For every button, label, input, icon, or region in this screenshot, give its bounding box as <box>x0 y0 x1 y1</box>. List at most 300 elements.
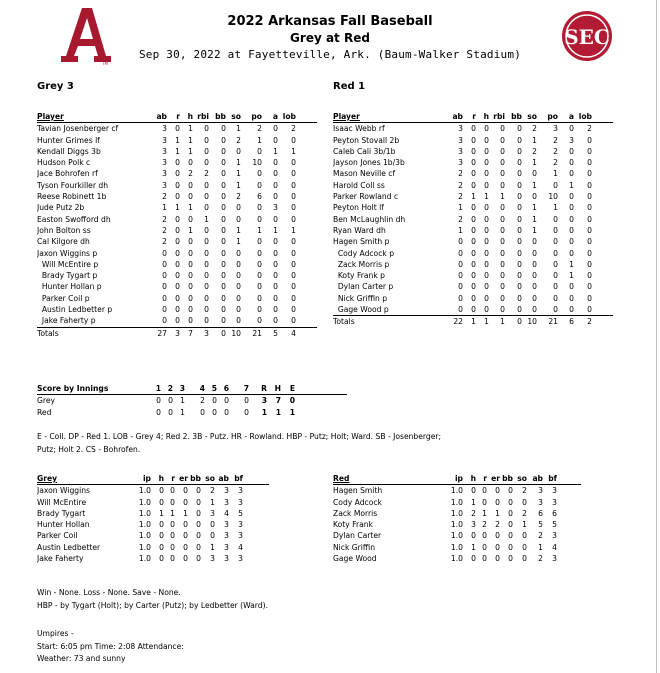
stat-cell: 0 <box>484 169 489 179</box>
stat-cell: 1.0 <box>450 497 463 507</box>
stat-cell: 1 <box>236 180 241 190</box>
table-row <box>333 123 613 134</box>
stat-cell: 0 <box>221 124 226 134</box>
stat-cell: 0 <box>291 192 296 202</box>
row-label: Hagen Smith <box>333 486 383 496</box>
stat-cell: 0 <box>210 531 215 541</box>
stat-cell: 0 <box>257 305 262 315</box>
stat-cell: 1 <box>538 542 543 552</box>
report-title: 2022 Arkansas Fall Baseball <box>227 14 433 29</box>
grey-pitching-table <box>37 473 269 564</box>
table-row <box>333 281 613 292</box>
stat-cell: 0 <box>517 259 522 269</box>
stat-cell: 0 <box>159 554 164 564</box>
table-row <box>333 236 613 247</box>
stat-cell: 0 <box>175 248 180 258</box>
stat-cell: 1 <box>210 542 215 552</box>
stat-cell: 0 <box>257 293 262 303</box>
stat-cell: 0 <box>517 180 522 190</box>
stat-cell: 0 <box>458 237 463 247</box>
row-label: Hudson Polk c <box>37 158 91 168</box>
totals-cell: 1 <box>500 317 505 327</box>
stat-cell: 0 <box>183 531 188 541</box>
stat-cell: 0 <box>159 497 164 507</box>
stat-cell: 1.0 <box>450 554 463 564</box>
stat-cell: 0 <box>569 192 574 202</box>
stat-cell: 0 <box>204 237 209 247</box>
stat-cell: 1 <box>495 508 500 518</box>
inning-header: 1 <box>155 384 161 393</box>
stat-cell: 2 <box>291 124 296 134</box>
linescore-title: Score by Innings <box>37 384 109 393</box>
stat-cell: 0 <box>236 293 241 303</box>
stat-cell: 0 <box>175 237 180 247</box>
stat-cell: 0 <box>569 248 574 258</box>
stat-cell: 0 <box>553 305 558 315</box>
inning-header: R <box>261 384 267 393</box>
stat-cell: 0 <box>257 237 262 247</box>
column-header: po <box>251 112 262 121</box>
linescore-row <box>37 407 347 418</box>
row-label: Cal Kilgore dh <box>37 237 90 247</box>
column-header: rbi <box>493 112 505 121</box>
stat-cell: 0 <box>553 237 558 247</box>
stat-cell: 0 <box>484 135 489 145</box>
table-row <box>37 270 317 281</box>
stat-cell: 0 <box>508 486 513 496</box>
inning-header: 4 <box>199 384 205 393</box>
stat-cell: 0 <box>291 282 296 292</box>
stat-cell: 0 <box>236 271 241 281</box>
column-header: Player <box>37 112 64 121</box>
row-label: Hunter Hollan <box>37 520 90 530</box>
stat-cell: 0 <box>273 135 278 145</box>
stat-cell: 0 <box>257 214 262 224</box>
stat-cell: 0 <box>517 214 522 224</box>
row-label: Reese Robinett 1b <box>37 192 107 202</box>
stat-cell: 0 <box>484 203 489 213</box>
stat-cell: 2 <box>162 237 167 247</box>
header-row <box>333 473 581 485</box>
stat-cell: 0 <box>587 214 592 224</box>
inning-score: 0 <box>224 396 229 406</box>
stat-cell: 3 <box>224 554 229 564</box>
stat-cell: 1 <box>175 135 180 145</box>
inning-header: 3 <box>179 384 185 393</box>
totals-cell: 4 <box>291 328 296 338</box>
decisions-section <box>37 587 627 612</box>
stat-cell: 0 <box>273 192 278 202</box>
stat-cell: 0 <box>221 192 226 202</box>
stat-cell: 3 <box>162 180 167 190</box>
stat-cell: 3 <box>162 135 167 145</box>
table-row <box>333 157 613 168</box>
table-row <box>37 485 269 496</box>
stat-cell: 0 <box>553 259 558 269</box>
table-row <box>37 259 317 270</box>
row-label: Austin Ledbetter p <box>37 305 113 315</box>
stat-cell: 0 <box>257 169 262 179</box>
stat-cell: 0 <box>500 158 505 168</box>
inning-score: 0 <box>200 407 205 417</box>
row-label: Jaxon Wiggins p <box>37 248 98 258</box>
stat-cell: 0 <box>257 203 262 213</box>
column-header: so <box>517 474 527 483</box>
stat-cell: 0 <box>204 282 209 292</box>
stat-cell: 0 <box>553 248 558 258</box>
row-label: Tavian Josenberger cf <box>37 124 119 134</box>
stat-cell: 1 <box>471 192 476 202</box>
stat-cell: 0 <box>532 293 537 303</box>
stat-cell: 0 <box>221 305 226 315</box>
stat-cell: 0 <box>522 497 527 507</box>
game-info-section <box>37 628 627 666</box>
row-label: Jayson Jones 1b/3b <box>333 158 405 168</box>
stat-cell: 3 <box>552 554 557 564</box>
column-header: Player <box>333 112 360 121</box>
stat-cell: 0 <box>517 248 522 258</box>
stat-cell: 0 <box>532 169 537 179</box>
inning-score: 3 <box>261 396 267 406</box>
totals-cell: 1 <box>471 317 476 327</box>
stat-cell: 0 <box>221 316 226 326</box>
stat-cell: 0 <box>471 293 476 303</box>
stat-cell: 0 <box>484 271 489 281</box>
column-header: ab <box>218 474 229 483</box>
row-label: Nick Griffin <box>333 542 376 552</box>
stat-cell: 1 <box>236 169 241 179</box>
stat-cell: 0 <box>188 180 193 190</box>
row-label: Jaxon Wiggins <box>37 486 90 496</box>
table-row <box>333 225 613 236</box>
table-row <box>37 157 317 168</box>
stat-cell: 1.0 <box>138 531 151 541</box>
stat-cell: 1 <box>569 259 574 269</box>
stat-cell: 0 <box>587 169 592 179</box>
column-header: ab <box>532 474 543 483</box>
column-header: so <box>527 112 537 121</box>
stat-cell: 0 <box>257 248 262 258</box>
stat-cell: 0 <box>508 542 513 552</box>
umpires-line: Umpires - <box>37 629 74 638</box>
stat-cell: 1.0 <box>138 520 151 530</box>
stat-cell: 0 <box>204 316 209 326</box>
inning-score: 1 <box>261 407 267 417</box>
stat-cell: 0 <box>204 192 209 202</box>
stat-cell: 1 <box>162 203 167 213</box>
stat-cell: 3 <box>162 146 167 156</box>
stat-cell: 0 <box>587 192 592 202</box>
stat-cell: 1 <box>175 146 180 156</box>
stat-cell: 0 <box>484 180 489 190</box>
stat-cell: 0 <box>188 271 193 281</box>
stat-cell: 2 <box>458 180 463 190</box>
stat-cell: 3 <box>224 531 229 541</box>
stat-cell: 0 <box>471 486 476 496</box>
dateline: Sep 30, 2022 at Fayetteville, Ark. (Baum-Walker Stadium) <box>138 48 522 61</box>
stat-cell: 1 <box>484 192 489 202</box>
stat-cell: 0 <box>273 271 278 281</box>
stat-cell: 0 <box>553 271 558 281</box>
stat-cell: 1 <box>522 520 527 530</box>
stat-cell: 3 <box>162 124 167 134</box>
stat-cell: 0 <box>236 316 241 326</box>
stat-cell: 0 <box>183 554 188 564</box>
stat-cell: 0 <box>500 248 505 258</box>
stat-cell: 0 <box>522 542 527 552</box>
column-header: a <box>272 112 278 121</box>
stat-cell: 0 <box>175 169 180 179</box>
stat-cell: 0 <box>569 293 574 303</box>
column-header: Grey <box>37 474 58 483</box>
stat-cell: 10 <box>252 158 262 168</box>
stat-cell: 1.0 <box>138 497 151 507</box>
stat-cell: 0 <box>587 259 592 269</box>
row-label: Tyson Fourkiller dh <box>37 180 109 190</box>
inning-header: H <box>274 384 281 393</box>
stat-cell: 0 <box>291 316 296 326</box>
table-row <box>37 191 317 202</box>
stat-cell: 3 <box>238 531 243 541</box>
stat-cell: 0 <box>273 214 278 224</box>
stat-cell: 0 <box>471 146 476 156</box>
table-row <box>37 135 317 146</box>
stat-cell: 2 <box>522 508 527 518</box>
stat-cell: 0 <box>204 124 209 134</box>
stat-cell: 0 <box>273 293 278 303</box>
stat-cell: 0 <box>221 237 226 247</box>
stat-cell: 0 <box>471 225 476 235</box>
report-header <box>0 13 660 63</box>
stat-cell: 0 <box>291 259 296 269</box>
column-header: h <box>187 112 193 121</box>
stat-cell: 0 <box>162 248 167 258</box>
stat-cell: 0 <box>162 316 167 326</box>
stat-cell: 0 <box>221 293 226 303</box>
stat-cell: 0 <box>484 282 489 292</box>
stat-cell: 3 <box>238 554 243 564</box>
stat-cell: 0 <box>257 259 262 269</box>
stat-cell: 0 <box>210 520 215 530</box>
stat-cell: 3 <box>238 486 243 496</box>
column-header: bf <box>548 474 557 483</box>
stat-cell: 4 <box>552 542 557 552</box>
hbp-line: HBP - by Tygart (Holt); by Carter (Putz); by Ledbetter (Ward). <box>37 600 268 610</box>
stat-cell: 0 <box>175 271 180 281</box>
row-label: Koty Frank p <box>333 271 385 281</box>
stat-cell: 0 <box>500 282 505 292</box>
column-header: a <box>568 112 574 121</box>
stat-cell: 1 <box>273 225 278 235</box>
stat-cell: 0 <box>236 214 241 224</box>
totals-cell: 2 <box>587 317 592 327</box>
stat-cell: 0 <box>291 180 296 190</box>
stat-cell: 3 <box>471 520 476 530</box>
stat-cell: 0 <box>587 146 592 156</box>
totals-cell: 21 <box>252 328 262 338</box>
totals-cell: 0 <box>517 317 522 327</box>
stat-cell: 0 <box>532 305 537 315</box>
stat-cell: 0 <box>587 158 592 168</box>
stat-cell: 3 <box>162 158 167 168</box>
stat-cell: 0 <box>517 169 522 179</box>
stat-cell: 0 <box>196 486 201 496</box>
stat-cell: 0 <box>553 282 558 292</box>
stat-cell: 1 <box>188 135 193 145</box>
stat-cell: 0 <box>204 293 209 303</box>
stat-cell: 0 <box>170 531 175 541</box>
stat-cell: 0 <box>484 293 489 303</box>
sec-logo-text: SEC <box>564 25 610 49</box>
stat-cell: 2 <box>538 531 543 541</box>
inning-score: 0 <box>156 407 161 417</box>
stat-cell: 0 <box>500 237 505 247</box>
grey-batting-table <box>37 111 317 339</box>
row-label: Dylan Carter p <box>333 282 394 292</box>
stat-cell: 0 <box>221 180 226 190</box>
stat-cell: 0 <box>175 225 180 235</box>
table-row <box>37 497 269 508</box>
stat-cell: 0 <box>484 214 489 224</box>
stat-cell: 3 <box>538 486 543 496</box>
row-label: Gage Wood <box>333 554 377 564</box>
row-label: Ben McLaughlin dh <box>333 214 406 224</box>
row-label: Brady Tygart <box>37 508 86 518</box>
stat-cell: 0 <box>517 305 522 315</box>
stat-cell: 0 <box>183 542 188 552</box>
stat-cell: 2 <box>587 124 592 134</box>
stat-cell: 0 <box>471 237 476 247</box>
stat-cell: 0 <box>458 305 463 315</box>
stat-cell: 1 <box>291 225 296 235</box>
totals-cell: 27 <box>157 328 167 338</box>
inning-score: 2 <box>200 396 205 406</box>
table-row <box>333 542 581 553</box>
stat-cell: 10 <box>548 192 558 202</box>
stat-cell: 0 <box>236 146 241 156</box>
stat-cell: 3 <box>552 497 557 507</box>
stat-cell: 0 <box>162 282 167 292</box>
row-label: Brady Tygart p <box>37 271 98 281</box>
stat-cell: 1 <box>188 124 193 134</box>
stat-cell: 0 <box>221 225 226 235</box>
row-label: Parker Coil <box>37 531 78 541</box>
stat-cell: 0 <box>204 146 209 156</box>
stat-cell: 0 <box>500 293 505 303</box>
stat-cell: 0 <box>221 158 226 168</box>
stat-cell: 3 <box>458 158 463 168</box>
stat-cell: 0 <box>204 158 209 168</box>
stat-cell: 0 <box>458 259 463 269</box>
stat-cell: 0 <box>257 271 262 281</box>
stat-cell: 0 <box>175 124 180 134</box>
column-header: lob <box>282 112 296 121</box>
stat-cell: 1 <box>170 508 175 518</box>
stat-cell: 1 <box>553 169 558 179</box>
row-label: Gage Wood p <box>333 305 389 315</box>
trademark-mark: TM <box>102 61 108 66</box>
stat-cell: 3 <box>458 135 463 145</box>
stat-cell: 2 <box>236 192 241 202</box>
stat-cell: 1 <box>188 225 193 235</box>
stat-cell: 0 <box>471 180 476 190</box>
stat-cell: 0 <box>471 554 476 564</box>
stat-cell: 0 <box>291 214 296 224</box>
stat-cell: 0 <box>508 520 513 530</box>
stat-cell: 0 <box>569 225 574 235</box>
stat-cell: 3 <box>224 486 229 496</box>
stat-cell: 0 <box>221 146 226 156</box>
stat-cell: 4 <box>224 508 229 518</box>
stat-cell: 1.0 <box>138 508 151 518</box>
stat-cell: 0 <box>484 259 489 269</box>
stat-cell: 0 <box>517 192 522 202</box>
team-label: Grey <box>37 396 56 406</box>
column-header: r <box>176 112 180 121</box>
stat-cell: 3 <box>458 146 463 156</box>
stat-cell: 0 <box>500 180 505 190</box>
column-header: h <box>483 112 489 121</box>
stat-cell: 0 <box>471 169 476 179</box>
stat-cell: 0 <box>221 135 226 145</box>
table-row <box>333 270 613 281</box>
start-time-line: Start: 6:05 pm Time: 2:08 Attendance: <box>37 641 184 651</box>
column-header: h <box>470 474 476 483</box>
table-row <box>37 236 317 247</box>
row-label: Caleb Cali 3b/1b <box>333 146 396 156</box>
table-row <box>37 146 317 157</box>
stat-cell: 0 <box>482 486 487 496</box>
stat-cell: 1 <box>188 146 193 156</box>
stat-cell: 0 <box>484 146 489 156</box>
stat-cell: 1 <box>532 225 537 235</box>
stat-cell: 0 <box>162 293 167 303</box>
stat-cell: 0 <box>532 248 537 258</box>
table-row <box>37 281 317 292</box>
row-label: Peyton Stovall 2b <box>333 135 400 145</box>
stat-cell: 0 <box>482 497 487 507</box>
row-label: Peyton Holt lf <box>333 203 384 213</box>
totals-cell: 10 <box>527 317 537 327</box>
stat-cell: 0 <box>291 158 296 168</box>
stat-cell: 0 <box>587 135 592 145</box>
stat-cell: 0 <box>196 497 201 507</box>
stat-cell: 0 <box>183 520 188 530</box>
stat-cell: 1 <box>553 203 558 213</box>
stat-cell: 0 <box>273 180 278 190</box>
matchup-title: Grey at Red <box>290 31 370 45</box>
stat-cell: 0 <box>517 124 522 134</box>
stat-cell: 3 <box>224 542 229 552</box>
stat-cell: 0 <box>569 237 574 247</box>
stat-cell: 0 <box>291 203 296 213</box>
totals-cell: 3 <box>204 328 209 338</box>
row-label: Isaac Webb rf <box>333 124 385 134</box>
stat-cell: 0 <box>553 225 558 235</box>
stat-cell: 5 <box>552 520 557 530</box>
inning-score: 0 <box>244 407 249 417</box>
stat-cell: 0 <box>204 135 209 145</box>
row-label: Ryan Ward dh <box>333 225 386 235</box>
stat-cell: 0 <box>221 248 226 258</box>
row-label: Parker Rowland c <box>333 192 399 202</box>
stat-cell: 0 <box>500 259 505 269</box>
stat-cell: 0 <box>587 305 592 315</box>
stat-cell: 0 <box>508 531 513 541</box>
column-header: po <box>547 112 558 121</box>
stat-cell: 0 <box>458 293 463 303</box>
stat-cell: 0 <box>196 520 201 530</box>
